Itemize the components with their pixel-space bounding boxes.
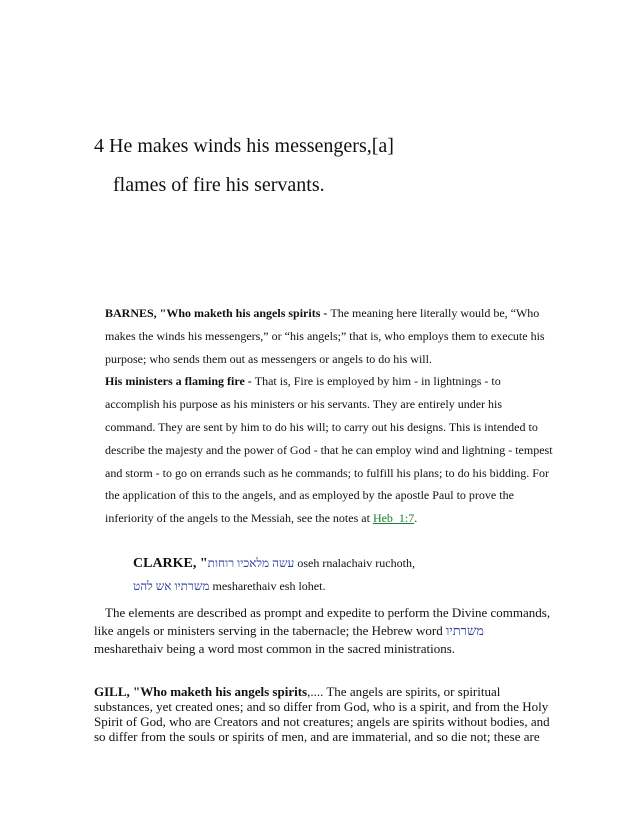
transliteration-1: oseh rnalachaiv ruchoth, xyxy=(297,556,415,570)
elements-paragraph xyxy=(94,604,554,658)
elements-text-before: The elements are described as prompt and expedite to perform the Divine commands, like angels or ministers serving in the tabernacle; the Hebrew word xyxy=(94,605,551,638)
clarke-commentary xyxy=(133,552,415,597)
barnes-p2-heading: His ministers a flaming fire - xyxy=(105,374,255,389)
heb-1-7-link[interactable]: Heb_1:7 xyxy=(372,511,415,526)
gill-commentary xyxy=(94,684,554,744)
clarke-line-1 xyxy=(133,552,415,575)
hebrew-phrase-1: עשה מלאכיו רוחות xyxy=(207,556,295,570)
verse-line-2: flames of fire his servants. xyxy=(113,174,325,196)
hebrew-word: משרתיו xyxy=(445,623,484,638)
transliteration-2: mesharethaiv esh lohet. xyxy=(212,579,326,593)
barnes-heading: BARNES, "Who maketh his angels spirits - xyxy=(105,306,331,320)
gill-text: ,.... The angels are spirits, or spiritual substances, yet created ones; and so differ from God, who is a spirit, and from the Holy Spirit of God, who are Creators and not creatures; angels are spirits without bodies, and so differ from the souls or spirits of men, and are immaterial, and so die not; these are xyxy=(94,684,550,744)
clarke-heading: CLARKE, " xyxy=(133,556,208,571)
barnes-p2-end: . xyxy=(414,511,418,526)
barnes-paragraph-1 xyxy=(94,302,554,370)
barnes-paragraph-2 xyxy=(94,370,554,530)
gill-heading: GILL, "Who maketh his angels spirits xyxy=(94,684,308,699)
barnes-commentary xyxy=(94,302,554,530)
barnes-p2-text: That is, Fire is employed by him - in lightnings - to accomplish his purpose as his ministers or his servants. They are entirely under his command. They are sent by him to do his will; to carry out his designs. This is intended to describe the majesty and the power of God - that he can employ wind and lightning - tempest and storm - to go on errands such as he commands; to fulfill his plans; to do his bidding. For the application of this to the angels, and as employed by the apostle Paul to prove the inferiority of the angels to the Messiah, see the notes at xyxy=(105,374,553,526)
elements-text-after: mesharethaiv being a word most common in the sacred ministrations. xyxy=(94,641,456,656)
gill-paragraph xyxy=(94,684,554,744)
hebrew-phrase-2: משרתיו אש להט xyxy=(133,579,210,593)
elements-text xyxy=(94,604,554,658)
clarke-line-2 xyxy=(133,575,415,597)
verse-line-1: 4 He makes winds his messengers,[a] xyxy=(94,135,394,157)
barnes-p1-text: The meaning here literally would be, “Who makes the winds his messengers,” or “his angels;” that is, who employs them to execute his purpose; who sends them out as messengers or angels to do his will. xyxy=(105,306,545,366)
